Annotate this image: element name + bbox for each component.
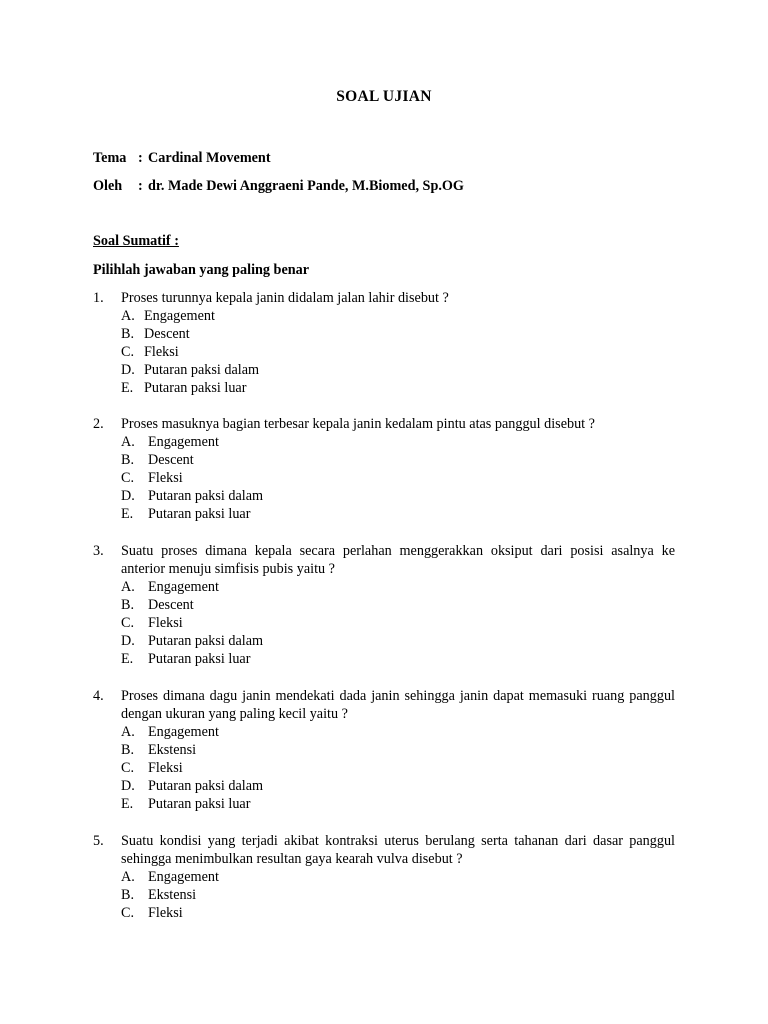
question-number: 5. <box>93 833 104 849</box>
option-text: Descent <box>148 597 194 613</box>
option-text: Putaran paksi dalam <box>148 778 264 794</box>
option-c <box>121 343 675 361</box>
options-list <box>121 433 675 523</box>
option-letter: C. <box>121 344 135 360</box>
option-a <box>121 307 675 325</box>
option-e <box>121 795 675 813</box>
option-text: Ekstensi <box>148 887 197 903</box>
option-text: Putaran paksi luar <box>144 380 247 396</box>
option-letter: A. <box>121 869 135 885</box>
option-text: Fleksi <box>148 470 183 486</box>
options-list <box>121 578 675 668</box>
option-d <box>121 632 675 650</box>
question-number: 4. <box>93 688 104 704</box>
option-letter: B. <box>121 887 135 903</box>
tema-label: Tema <box>93 150 127 166</box>
instruction-text: Pilihlah jawaban yang paling benar <box>93 262 310 278</box>
option-text: Putaran paksi luar <box>148 506 251 522</box>
option-letter: A. <box>121 724 135 740</box>
option-letter: C. <box>121 470 135 486</box>
option-letter: C. <box>121 905 135 921</box>
oleh-value: dr. Made Dewi Anggraeni Pande, M.Biomed, Sp.OG <box>148 178 464 194</box>
option-text: Putaran paksi dalam <box>148 488 264 504</box>
option-b <box>121 596 675 614</box>
option-a <box>121 723 675 741</box>
option-letter: D. <box>121 778 135 794</box>
option-c <box>121 904 675 922</box>
option-d <box>121 777 675 795</box>
option-text: Engagement <box>148 434 219 450</box>
option-text: Putaran paksi luar <box>148 796 251 812</box>
option-text: Fleksi <box>148 760 183 776</box>
question-text: Proses masuknya bagian terbesar kepala janin kedalam pintu atas panggul disebut ? <box>121 416 595 432</box>
option-d <box>121 361 675 379</box>
option-letter: E. <box>121 796 134 812</box>
question-text: Suatu proses dimana kepala secara perlahan menggerakkan oksiput dari posisi asalnya ke anterior menuju simfisis pubis yaitu ? <box>121 543 675 577</box>
option-letter: D. <box>121 633 135 649</box>
oleh-label: Oleh <box>93 178 123 194</box>
option-letter: B. <box>121 326 135 342</box>
meta-oleh-row <box>93 178 464 195</box>
option-letter: D. <box>121 488 135 504</box>
option-c <box>121 469 675 487</box>
option-text: Engagement <box>148 724 219 740</box>
option-letter: E. <box>121 380 134 396</box>
meta-tema-row <box>93 150 271 167</box>
options-list <box>121 307 675 397</box>
question-number: 1. <box>93 290 104 306</box>
question-5 <box>93 832 675 922</box>
option-letter: A. <box>121 579 135 595</box>
option-letter: C. <box>121 760 135 776</box>
option-text: Engagement <box>148 869 219 885</box>
option-c <box>121 759 675 777</box>
option-b <box>121 325 675 343</box>
option-text: Putaran paksi dalam <box>144 362 260 378</box>
question-3 <box>93 542 675 668</box>
oleh-colon: : <box>138 178 143 194</box>
option-c <box>121 614 675 632</box>
option-letter: D. <box>121 362 135 378</box>
option-d <box>121 487 675 505</box>
page-title: SOAL UJIAN <box>336 88 432 105</box>
question-2 <box>93 415 675 523</box>
option-letter: E. <box>121 651 134 667</box>
options-list <box>121 868 675 922</box>
options-list <box>121 723 675 813</box>
option-text: Descent <box>144 326 190 342</box>
option-text: Engagement <box>148 579 219 595</box>
option-e <box>121 379 675 397</box>
option-letter: A. <box>121 308 135 324</box>
option-text: Fleksi <box>148 905 183 921</box>
option-text: Ekstensi <box>148 742 197 758</box>
option-text: Descent <box>148 452 194 468</box>
option-a <box>121 578 675 596</box>
option-text: Fleksi <box>144 344 179 360</box>
question-4 <box>93 687 675 813</box>
option-letter: B. <box>121 597 135 613</box>
tema-value: Cardinal Movement <box>148 150 271 166</box>
question-text: Proses dimana dagu janin mendekati dada janin sehingga janin dapat memasuki ruang panggul dengan ukuran yang paling kecil yaitu ? <box>121 688 675 722</box>
option-b <box>121 886 675 904</box>
option-text: Engagement <box>144 308 215 324</box>
option-text: Putaran paksi luar <box>148 651 251 667</box>
question-text: Proses turunnya kepala janin didalam jalan lahir disebut ? <box>121 290 449 306</box>
option-b <box>121 451 675 469</box>
option-text: Fleksi <box>148 615 183 631</box>
option-letter: B. <box>121 742 135 758</box>
option-e <box>121 505 675 523</box>
option-letter: E. <box>121 506 134 522</box>
section-heading: Soal Sumatif : <box>93 233 179 249</box>
option-a <box>121 433 675 451</box>
option-letter: B. <box>121 452 135 468</box>
question-text: Suatu kondisi yang terjadi akibat kontraksi uterus berulang serta tahanan dari dasar panggul sehingga menimbulkan resultan gaya kearah vulva disebut ? <box>121 833 675 867</box>
option-letter: C. <box>121 615 135 631</box>
question-number: 3. <box>93 543 104 559</box>
option-text: Putaran paksi dalam <box>148 633 264 649</box>
question-number: 2. <box>93 416 104 432</box>
tema-colon: : <box>138 150 143 166</box>
option-e <box>121 650 675 668</box>
question-1 <box>93 289 675 397</box>
option-b <box>121 741 675 759</box>
option-a <box>121 868 675 886</box>
option-letter: A. <box>121 434 135 450</box>
